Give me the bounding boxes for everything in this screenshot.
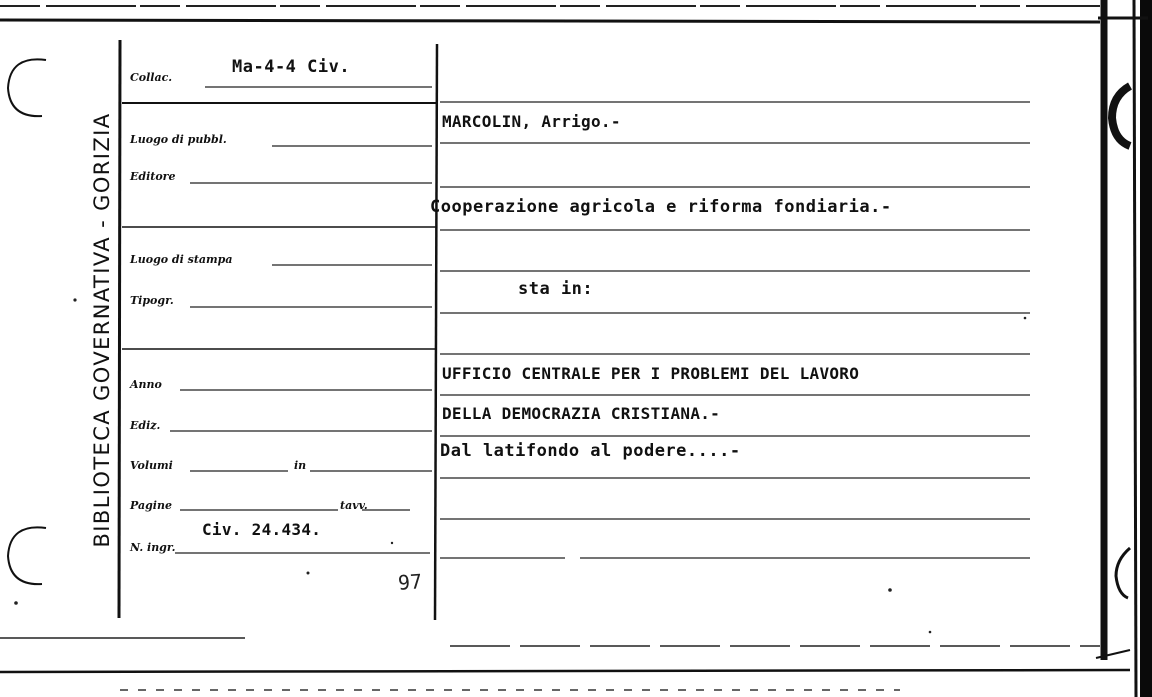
label-collocazione: Collac. (130, 71, 173, 84)
collocazione-value: Ma-4-4 Civ. (232, 57, 351, 77)
label-volumi: Volumi (130, 459, 173, 472)
label-luogo-pubblicazione: Luogo di pubbl. (130, 133, 227, 146)
label-in: in (294, 459, 307, 472)
handwritten-mark: 97 (397, 569, 423, 595)
institution-name: BIBLIOTECA GOVERNATIVA - GORIZIA (90, 112, 114, 548)
label-editore: Editore (130, 170, 176, 183)
label-edizione: Ediz. (130, 419, 161, 432)
label-luogo-stampa: Luogo di stampa (130, 253, 233, 266)
numero-ingresso-value: Civ. 24.434. (202, 520, 322, 539)
label-tipografo: Tipogr. (130, 294, 174, 307)
label-anno: Anno (130, 378, 162, 391)
in-note: sta in: (518, 279, 594, 299)
label-pagine: Pagine (130, 499, 172, 512)
publisher-line-1: UFFICIO CENTRALE PER I PROBLEMI DEL LAVORO (442, 364, 860, 383)
publisher-line-2: DELLA DEMOCRAZIA CRISTIANA.- (442, 404, 721, 423)
label-numero-ingresso: N. ingr. (130, 541, 176, 554)
series-title: Dal latifondo al podere....- (440, 441, 741, 461)
author-name: MARCOLIN, Arrigo.- (442, 112, 621, 131)
work-title: Cooperazione agricola e riforma fondiaria.- (430, 197, 892, 217)
label-tavole: tavv. (340, 499, 368, 512)
